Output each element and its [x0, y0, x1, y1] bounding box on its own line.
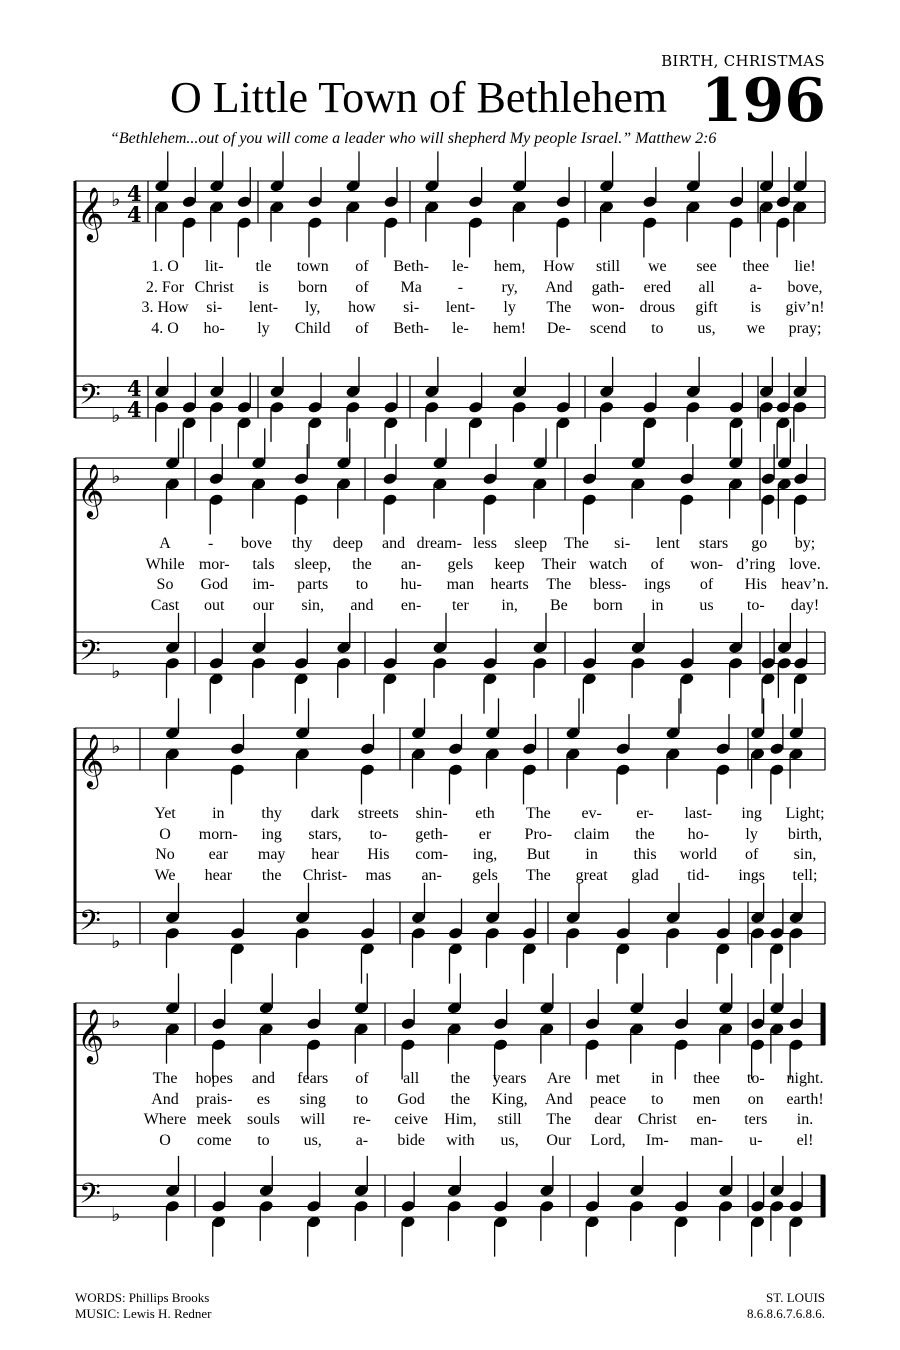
lyric-syllable: dear [594, 1111, 622, 1128]
lyric-line [0, 299, 900, 321]
lyric-syllable: mor- [198, 555, 230, 573]
music-credit: MUSIC: Lewis H. Redner [75, 1306, 212, 1321]
lyric-syllable: love. [789, 555, 821, 573]
lyric-syllable: gels [472, 866, 498, 884]
lyric-syllable: - [457, 278, 464, 296]
lyric-syllable: sleep [514, 535, 548, 552]
lyric-syllable: God [200, 576, 228, 593]
lyric-syllable: bove [240, 535, 272, 552]
lyric-syllable: won- [591, 299, 625, 316]
lyric-syllable: still [596, 258, 621, 275]
lyric-syllable: 2. For [145, 278, 185, 296]
lyric-syllable: bless- [589, 576, 627, 593]
lyric-syllable: tals [252, 555, 275, 573]
lyric-syllable: world [679, 846, 717, 863]
key-signature-flat: ♭ [111, 929, 121, 953]
lyric-syllable: deep [332, 535, 363, 552]
lyric-line [0, 279, 900, 301]
lyric-syllable: claim [573, 825, 610, 843]
lyric-syllable: ing, [472, 846, 498, 863]
lyric-syllable: 4. O [151, 319, 179, 337]
bass-clef-icon: 𝄢 [79, 1177, 101, 1218]
lyric-syllable: streets [357, 805, 399, 822]
lyric-syllable: O [159, 1131, 171, 1149]
lyric-syllable: heav’n. [781, 576, 829, 593]
lyric-syllable: and [382, 535, 406, 552]
lyric-syllable: all [403, 1070, 420, 1087]
lyric-syllable: Im- [645, 1131, 669, 1149]
lyric-syllable: lie! [794, 258, 816, 275]
lyric-syllable: by; [794, 535, 816, 552]
lyric-syllable: The [546, 1111, 572, 1128]
lyric-syllable: His [744, 576, 767, 593]
lyric-syllable: pray; [788, 319, 822, 337]
lyric-line [0, 597, 900, 619]
lyric-syllable: gath- [591, 278, 625, 296]
lyric-syllable: we [647, 258, 667, 275]
lyric-syllable: Cast [150, 596, 180, 614]
lyric-syllable: es [256, 1090, 271, 1108]
lyric-syllable: dark [310, 805, 340, 822]
lyric-syllable: last- [684, 805, 713, 822]
lyric-syllable: met [596, 1070, 621, 1087]
lyric-syllable: tle [255, 258, 272, 275]
lyric-syllable: go [751, 535, 768, 552]
lyric-syllable: No [155, 846, 175, 863]
lyric-syllable: we [746, 319, 766, 337]
lyric-syllable: Christ [194, 278, 234, 296]
lyric-syllable: born [298, 278, 328, 296]
lyric-syllable: ered [643, 278, 672, 296]
time-signature-bottom: 4 [127, 202, 142, 227]
lyric-syllable: to [651, 319, 664, 337]
lyric-syllable: to- [746, 596, 765, 614]
lyric-syllable: to [257, 1131, 270, 1149]
lyric-syllable: lent [655, 535, 680, 552]
lyric-syllable: won- [690, 555, 723, 573]
lyric-syllable: to- [369, 825, 388, 843]
hymn-number: 196 [700, 66, 826, 136]
lyric-syllable: hem, [493, 258, 526, 275]
lyric-syllable: lent- [248, 299, 279, 316]
time-signature-bottom: 4 [127, 397, 142, 422]
lyric-syllable: Beth- [393, 319, 429, 337]
lyric-syllable: fears [297, 1070, 329, 1087]
lyric-line [0, 556, 900, 578]
lyric-line [0, 826, 900, 848]
lyric-syllable: bide [397, 1131, 425, 1149]
lyric-syllable: an- [400, 555, 422, 573]
lyric-syllable: thee [693, 1070, 720, 1087]
lyric-syllable: ly [745, 825, 758, 843]
lyric-syllable: Our [546, 1131, 572, 1149]
lyric-syllable: is [258, 278, 269, 296]
time-signature-top: 4 [127, 376, 142, 401]
lyric-syllable: ly [257, 319, 270, 337]
lyric-syllable: to [651, 1090, 664, 1108]
lyric-syllable: ings [643, 576, 671, 593]
lyric-syllable: how [348, 299, 376, 316]
lyric-syllable: ter [451, 596, 469, 614]
bass-clef-icon: 𝄢 [79, 904, 101, 945]
lyric-syllable: si- [403, 299, 420, 316]
lyric-syllable: in [651, 596, 664, 614]
lyric-syllable: Beth- [393, 258, 429, 275]
key-signature-flat: ♭ [111, 734, 121, 758]
meter: 8.6.8.6.7.6.8.6. [747, 1306, 825, 1321]
lyric-syllable: Yet [154, 805, 176, 822]
lyric-syllable: We [154, 866, 176, 884]
lyric-syllable: bove, [787, 278, 823, 296]
credits [75, 1290, 212, 1322]
lyric-syllable: 3. How [141, 299, 189, 316]
lyric-syllable: souls [247, 1111, 280, 1128]
lyric-syllable: Christ [637, 1111, 677, 1128]
lyric-syllable: re- [353, 1111, 371, 1128]
lyric-syllable: giv’n! [785, 299, 825, 316]
key-signature-flat: ♭ [111, 187, 121, 211]
key-signature-flat: ♭ [111, 464, 121, 488]
lyric-syllable: man [446, 576, 475, 593]
lyric-syllable: the [450, 1090, 471, 1108]
lyric-syllable: And [545, 278, 573, 296]
lyric-syllable: all [698, 278, 715, 296]
lyric-syllable: hem! [493, 319, 527, 337]
lyric-syllable: ear [208, 846, 229, 863]
lyric-syllable: Lord, [590, 1131, 626, 1149]
lyric-syllable: 1. O [151, 258, 179, 275]
lyric-syllable: le- [451, 319, 469, 337]
lyric-syllable: Be [549, 596, 568, 614]
lyric-syllable: Child [294, 319, 331, 337]
lyric-syllable: our [252, 596, 275, 614]
key-signature-flat: ♭ [111, 1009, 121, 1033]
lyric-syllable: of [650, 555, 664, 573]
lyric-syllable: ho- [687, 825, 709, 843]
lyric-syllable: day! [790, 596, 820, 614]
lyric-syllable: el! [796, 1131, 814, 1149]
lyric-syllable: Pro- [524, 825, 553, 843]
lyric-syllable: shin- [415, 805, 448, 822]
lyric-syllable: ev- [581, 805, 602, 822]
lyric-syllable: hear [311, 846, 339, 863]
lyric-syllable: hear [204, 866, 233, 884]
lyric-syllable: com- [415, 846, 449, 863]
lyric-syllable: may [257, 846, 286, 863]
lyric-line [0, 867, 900, 889]
lyric-syllable: ho- [203, 319, 225, 337]
lyric-syllable: an- [421, 866, 442, 884]
lyric-syllable: stars, [308, 825, 342, 843]
lyric-syllable: drous [639, 299, 676, 316]
lyric-line [0, 535, 900, 557]
lyric-syllable: of [355, 319, 369, 337]
lyric-syllable: Where [143, 1111, 187, 1128]
lyric-syllable: night. [786, 1070, 824, 1087]
treble-clef-icon: 𝄞 [77, 1008, 105, 1062]
lyric-syllable: the [261, 866, 282, 884]
lyric-syllable: great [575, 866, 608, 884]
lyric-syllable: watch [588, 555, 628, 573]
lyric-syllable: O [159, 825, 171, 843]
lyric-syllable: out [203, 596, 225, 614]
treble-clef-icon: 𝄞 [77, 186, 105, 240]
lyric-syllable: Ma [400, 278, 422, 296]
category-label: BIRTH, CHRISTMAS [661, 52, 825, 70]
lyric-syllable: le- [451, 258, 469, 275]
lyric-syllable: er- [636, 805, 654, 822]
lyric-line [0, 846, 900, 868]
key-signature-flat: ♭ [111, 403, 121, 427]
lyric-line [0, 1070, 900, 1092]
lyric-syllable: d’ring [736, 555, 776, 573]
lyric-syllable: Light; [785, 805, 825, 822]
lyric-syllable: of [355, 258, 369, 275]
lyric-syllable: this [633, 846, 657, 863]
treble-clef-icon: 𝄞 [77, 733, 105, 787]
lyric-syllable: ry, [501, 278, 518, 296]
lyric-line [0, 1091, 900, 1113]
lyric-syllable: glad [631, 866, 659, 884]
lyric-syllable: man- [690, 1131, 723, 1149]
lyric-syllable: ly [503, 299, 516, 316]
lyric-syllable: thy [291, 535, 313, 552]
lyric-syllable: God [397, 1090, 425, 1108]
lyric-syllable: the [450, 1070, 471, 1087]
lyric-syllable: of [355, 278, 369, 296]
lyric-syllable: years [492, 1070, 527, 1087]
lyric-syllable: in. [796, 1111, 814, 1128]
lyric-syllable: Their [541, 555, 577, 573]
lyric-syllable: So [156, 576, 174, 593]
lyric-syllable: en- [696, 1111, 717, 1128]
lyric-syllable: tid- [687, 866, 710, 884]
lyric-syllable: er [478, 825, 492, 843]
lyric-syllable: King, [491, 1090, 528, 1108]
lyric-syllable: earth! [786, 1090, 824, 1108]
lyric-syllable: born [593, 596, 623, 614]
lyric-line [0, 1111, 900, 1133]
lyric-syllable: si- [614, 535, 631, 552]
lyric-syllable: hearts [490, 576, 529, 593]
lyric-syllable: - [208, 535, 214, 552]
lyric-syllable: eth [475, 805, 495, 822]
lyric-syllable: His [367, 846, 390, 863]
scripture-epigraph: “Bethlehem...out of you will come a leader who will shepherd My people Israel.” Matthew 2:6 [110, 130, 717, 147]
lyric-syllable: gels [447, 555, 474, 573]
lyric-syllable: Are [546, 1070, 571, 1087]
lyric-syllable: Christ- [302, 866, 348, 884]
lyric-syllable: on [747, 1090, 764, 1108]
lyric-syllable: De- [546, 319, 571, 337]
lyric-syllable: The [546, 299, 572, 316]
lyric-syllable: to [355, 1090, 369, 1108]
lyric-syllable: us, [697, 319, 716, 337]
lyric-syllable: the [635, 825, 655, 843]
lyric-syllable: parts [297, 576, 329, 593]
lyric-syllable: Him, [444, 1111, 477, 1128]
lyric-line [0, 576, 900, 598]
lyric-syllable: morn- [198, 825, 238, 843]
lyric-syllable: in [651, 1070, 664, 1087]
lyric-line [0, 258, 900, 280]
tune-info [747, 1290, 825, 1322]
hymn-title: O Little Town of Bethlehem [170, 73, 668, 122]
lyric-syllable: in [212, 805, 225, 822]
lyric-syllable: of [699, 576, 714, 593]
tune-name: ST. LOUIS [766, 1290, 825, 1305]
lyric-syllable: si- [206, 299, 223, 316]
lyric-syllable: us, [500, 1131, 519, 1149]
lyric-syllable: ing [741, 805, 762, 822]
bass-clef-icon: 𝄢 [79, 378, 101, 419]
lyric-line [0, 805, 900, 827]
lyric-syllable: lent- [445, 299, 476, 316]
lyric-syllable: How [543, 258, 575, 275]
lyric-syllable: a- [749, 278, 762, 296]
lyric-syllable: will [300, 1111, 326, 1128]
lyric-syllable: in [585, 846, 598, 863]
lyric-syllable: lit- [204, 258, 224, 275]
lyric-syllable: scend [589, 319, 627, 337]
lyric-syllable: with [446, 1131, 475, 1149]
lyric-syllable: of [744, 846, 759, 863]
lyric-syllable: u- [749, 1131, 763, 1149]
lyric-syllable: im- [252, 576, 275, 593]
lyric-syllable: less [473, 535, 497, 552]
lyric-syllable: hopes [195, 1070, 233, 1087]
lyric-syllable: The [525, 866, 551, 884]
lyric-syllable: tell; [792, 866, 818, 884]
lyric-syllable: sin, [793, 846, 817, 863]
lyric-syllable: keep [494, 555, 525, 573]
lyric-syllable: sleep, [294, 555, 332, 573]
lyric-syllable: dream- [416, 535, 462, 552]
lyric-syllable: While [145, 555, 185, 573]
lyric-syllable: But [526, 846, 550, 863]
lyric-syllable: The [525, 805, 551, 822]
lyric-syllable: And [151, 1090, 179, 1108]
lyric-syllable: prais- [196, 1090, 233, 1108]
lyric-syllable: The [152, 1070, 178, 1087]
lyric-syllable: us [699, 596, 714, 614]
lyric-syllable: A [159, 535, 171, 552]
lyric-syllable: sin, [301, 596, 325, 614]
lyric-syllable: gift [695, 299, 718, 316]
lyric-syllable: ings [738, 866, 765, 884]
lyric-syllable: still [497, 1111, 522, 1128]
lyric-syllable: And [545, 1090, 573, 1108]
lyric-syllable: birth, [787, 825, 823, 843]
lyric-syllable: town [296, 258, 329, 275]
lyric-syllable: see [696, 258, 717, 275]
lyric-syllable: geth- [415, 825, 449, 843]
lyric-syllable: come [196, 1131, 232, 1149]
lyric-syllable: of [355, 1070, 369, 1087]
lyric-syllable: meek [196, 1111, 232, 1128]
lyric-syllable: the [352, 555, 372, 573]
key-signature-flat: ♭ [111, 659, 121, 683]
lyric-syllable: in, [501, 596, 518, 614]
lyric-syllable: us, [303, 1131, 322, 1149]
key-signature-flat: ♭ [111, 1202, 121, 1226]
lyric-syllable: a- [355, 1131, 369, 1149]
lyric-line [0, 320, 900, 342]
lyric-syllable: men [692, 1090, 721, 1108]
lyric-syllable: and [251, 1070, 276, 1087]
lyric-syllable: sing [299, 1090, 327, 1108]
lyric-syllable: thy [261, 805, 282, 822]
lyric-syllable: and [350, 596, 374, 614]
treble-clef-icon: 𝄞 [77, 463, 105, 517]
lyric-syllable: thee [742, 258, 770, 275]
time-signature-top: 4 [127, 181, 142, 206]
lyric-syllable: The [546, 576, 572, 593]
lyric-syllable: hu- [400, 576, 422, 593]
lyric-syllable: ing [261, 825, 282, 843]
words-credit: WORDS: Phillips Brooks [75, 1290, 210, 1305]
lyric-syllable: to [355, 576, 369, 593]
lyric-syllable: mas [365, 866, 392, 884]
lyric-syllable: ceive [394, 1111, 429, 1128]
lyric-line [0, 1132, 900, 1154]
bass-clef-icon: 𝄢 [79, 634, 101, 675]
lyric-syllable: The [563, 535, 589, 552]
lyric-syllable: is [750, 299, 762, 316]
lyric-syllable: to- [746, 1070, 765, 1087]
lyric-syllable: en- [400, 596, 422, 614]
lyric-syllable: peace [589, 1090, 627, 1108]
lyric-syllable: stars [698, 535, 729, 552]
lyric-syllable: ters [744, 1111, 768, 1128]
lyric-syllable: ly, [304, 299, 321, 316]
